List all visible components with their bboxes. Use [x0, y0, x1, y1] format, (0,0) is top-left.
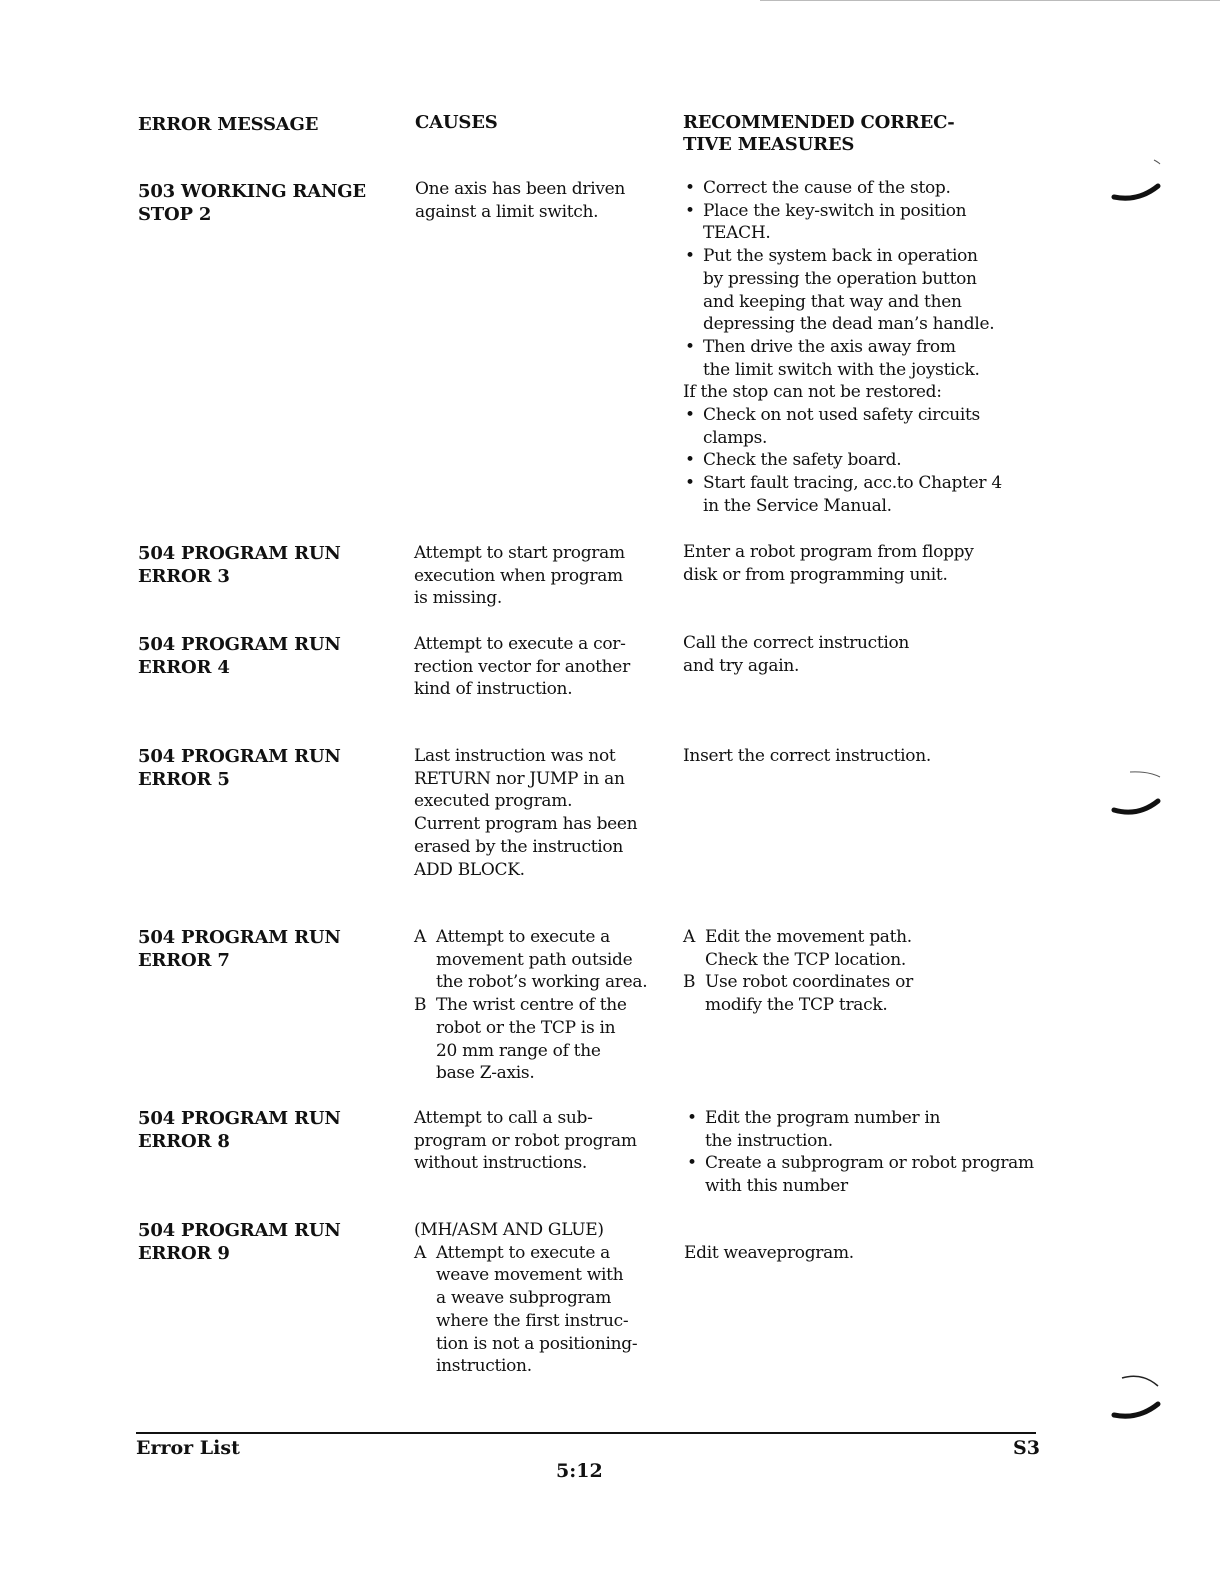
- measures-503: [683, 177, 1063, 518]
- measure-bullet-list: [683, 404, 1063, 518]
- measure-bullet: • Check on not used safety circuits clamps.: [683, 404, 1063, 449]
- error-message-504-9: [138, 1219, 341, 1265]
- measure-bullet: • Start fault tracing, acc.to Chapter 4 in the Service Manual.: [683, 472, 1063, 517]
- page-number: 5:12: [556, 1460, 603, 1482]
- message-line: 504 PROGRAM RUN: [138, 927, 341, 948]
- cause-line: Attempt to execute a cor-: [414, 634, 626, 654]
- cause-line: is missing.: [414, 588, 502, 609]
- message-line: 503 WORKING RANGE: [138, 181, 366, 202]
- cause-line: without instructions.: [414, 1153, 588, 1174]
- message-line: STOP 2: [138, 204, 212, 225]
- measure-line: Insert the correct instruction.: [683, 746, 931, 766]
- message-line: 504 PROGRAM RUN: [138, 1220, 341, 1241]
- footer-section-code: S3: [1013, 1437, 1040, 1459]
- cause-item-a: A Attempt to execute a weave movement with a weave subprogram where the first instruc- tion is not a positioning- instruction.: [414, 1242, 638, 1377]
- cause-item-b: B The wrist centre of the robot or the TCP is in 20 mm range of the base Z-axis.: [414, 995, 627, 1084]
- cause-line: erased by the instruction: [414, 836, 624, 857]
- cause-line: executed program.: [414, 791, 573, 812]
- measure-bullet: • Correct the cause of the stop.: [683, 177, 1063, 200]
- causes-504-5: [414, 745, 637, 881]
- punch-hole-mark: [1108, 1368, 1168, 1428]
- punch-hole-mark: [1108, 765, 1168, 825]
- item-key: B: [683, 972, 696, 993]
- message-line: 504 PROGRAM RUN: [138, 1108, 341, 1129]
- message-line: ERROR 3: [138, 566, 230, 587]
- measure-note: If the stop can not be restored:: [683, 382, 942, 403]
- measures-504-9: [684, 1242, 854, 1265]
- measure-bullet: • Put the system back in operation by pressing the operation button and keeping that way and then depressing the dead man’s handle.: [683, 245, 1063, 336]
- message-line: ERROR 9: [138, 1243, 230, 1264]
- footer-rule: [136, 1432, 1036, 1434]
- measure-line: and try again.: [683, 655, 800, 676]
- footer-section-title: Error List: [136, 1437, 240, 1459]
- causes-504-7: [414, 926, 647, 1085]
- cause-line: ADD BLOCK.: [414, 859, 525, 880]
- cause-line: Attempt to start program: [414, 543, 625, 563]
- error-message-503: [138, 180, 366, 226]
- error-message-504-5: [138, 745, 341, 791]
- error-message-504-7: [138, 926, 341, 972]
- measure-item-b: B Use robot coordinates or modify the TCP track.: [683, 972, 913, 1016]
- header-measures-line: RECOMMENDED CORREC-: [683, 112, 955, 133]
- measure-bullet: • Edit the program number in the instruction.: [685, 1107, 1085, 1152]
- cause-line: rection vector for another: [414, 656, 630, 677]
- cause-line: RETURN nor JUMP in an: [414, 768, 625, 789]
- cause-line: kind of instruction.: [414, 679, 573, 700]
- measure-line: Call the correct instruction: [683, 633, 910, 653]
- cause-line: execution when program: [414, 565, 623, 586]
- cause-line: Current program has been: [414, 814, 638, 835]
- error-message-504-8: [138, 1107, 341, 1153]
- measures-504-3: [683, 541, 974, 586]
- causes-504-9: [414, 1219, 637, 1378]
- measure-bullet: • Create a subprogram or robot program with this number: [685, 1152, 1085, 1197]
- cause-line: One axis has been driven: [415, 179, 626, 199]
- scan-edge-line: [760, 0, 1220, 1]
- measure-bullet: • Then drive the axis away from the limit switch with the joystick.: [683, 336, 1063, 381]
- measure-item-a: A Edit the movement path. Check the TCP location.: [683, 927, 912, 970]
- error-message-504-3: [138, 542, 341, 588]
- message-line: ERROR 8: [138, 1131, 230, 1152]
- header-causes: CAUSES: [415, 112, 498, 133]
- cause-line: Attempt to call a sub-: [414, 1108, 593, 1128]
- measure-line: Edit weaveprogram.: [684, 1243, 854, 1263]
- measures-504-4: [683, 632, 909, 677]
- cause-item-a: A Attempt to execute a movement path outside the robot’s working area.: [414, 927, 648, 993]
- causes-504-3: [414, 542, 625, 610]
- message-line: 504 PROGRAM RUN: [138, 634, 341, 655]
- measure-bullet-list: [685, 1107, 1085, 1198]
- message-line: 504 PROGRAM RUN: [138, 543, 341, 564]
- measures-504-7: [683, 926, 913, 1017]
- measure-bullet-list: [683, 177, 1063, 381]
- item-key: A: [414, 1242, 426, 1263]
- causes-504-4: [414, 633, 630, 701]
- cause-intro: (MH/ASM AND GLUE): [414, 1220, 604, 1240]
- cause-line: Last instruction was not: [414, 746, 616, 766]
- header-measures-line: TIVE MEASURES: [683, 134, 855, 155]
- measures-504-5: [683, 745, 931, 768]
- header-measures: [683, 112, 955, 156]
- measure-bullet: • Place the key-switch in position TEACH.: [683, 200, 1063, 245]
- punch-hole-mark: [1108, 150, 1168, 210]
- item-key: A: [683, 927, 695, 947]
- causes-504-8: [414, 1107, 637, 1175]
- item-key: A: [414, 927, 426, 947]
- item-key: B: [414, 995, 427, 1016]
- message-line: 504 PROGRAM RUN: [138, 746, 341, 767]
- measure-line: disk or from programming unit.: [683, 564, 948, 585]
- measure-line: Enter a robot program from floppy: [683, 542, 974, 562]
- header-error-message: ERROR MESSAGE: [138, 114, 319, 135]
- message-line: ERROR 7: [138, 950, 230, 971]
- message-line: ERROR 5: [138, 769, 230, 790]
- causes-503: [415, 178, 625, 223]
- measure-bullet: • Check the safety board.: [683, 449, 1063, 472]
- measures-504-8: [685, 1107, 1085, 1198]
- cause-line: against a limit switch.: [415, 201, 599, 222]
- cause-line: program or robot program: [414, 1130, 637, 1151]
- error-message-504-4: [138, 633, 341, 679]
- message-line: ERROR 4: [138, 657, 230, 678]
